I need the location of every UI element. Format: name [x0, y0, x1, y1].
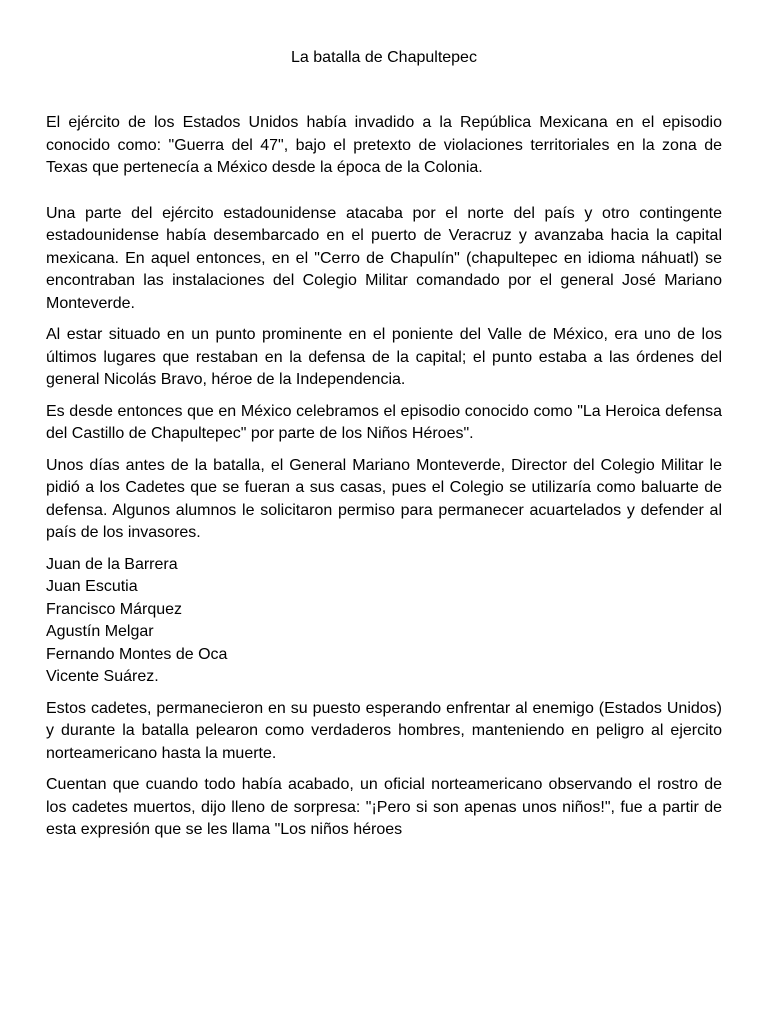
paragraph-defensa-capital: Al estar situado en un punto prominente en el poniente del Valle de México, era uno de los últimos lugares que restaban en la defensa de la capital; el punto estaba a las órdenes del general Nicolás Bravo, héroe de la Independencia. [46, 326, 722, 388]
list-item: Vicente Suárez. [46, 668, 159, 685]
paragraph-colegio-militar: Una parte del ejército estadounidense atacaba por el norte del país y otro contingente estadounidense había desembarcado en el puerto de Veracruz y avanzaba hacia la capital mexicana. En aquel entonces, en el "Cerro de Chapulín" (chapultepec en idioma náhuatl) se encontraban las instalaciones del Colegio Militar comandado por el general José Mariano Monteverde. [46, 204, 722, 312]
list-item: Agustín Melgar [46, 623, 154, 640]
paragraph-invasion: El ejército de los Estados Unidos había invadido a la República Mexicana en el episodio conocido como: "Guerra del 47", bajo el pretexto de violaciones territoriales en la zona de Texas que pertenecía a México desde la época de la Colonia. [46, 114, 722, 176]
list-item: Juan de la Barrera [46, 555, 178, 573]
cadet-names-list [46, 554, 722, 689]
paragraph-ninos-heroes: Es desde entonces que en México celebramos el episodio conocido como "La Heroica defensa del Castillo de Chapultepec" por parte de los Niños Héroes". [46, 402, 722, 442]
paragraph-final: Cuentan que cuando todo había acabado, un oficial norteamericano observando el rostro de los cadetes muertos, dijo lleno de sorpresa: "¡Pero si son apenas unos niños!", fue a partir de esta expresión que se les llama "Los niños héroes [46, 776, 722, 838]
list-item: Juan Escutia [46, 578, 138, 595]
list-item: Francisco Márquez [46, 600, 183, 618]
paragraph-cadetes: Unos días antes de la batalla, el General Mariano Monteverde, Director del Colegio Militar le pidió a los Cadetes que se fueran a sus casas, pues el Colegio se utilizaría como baluarte de defensa. Algunos alumnos le solicitaron permiso para permanecer acuartelados y defender al país de los invasores. [46, 456, 722, 541]
list-item: Fernando Montes de Oca [46, 645, 228, 663]
paragraph-batalla: Estos cadetes, permanecieron en su puesto esperando enfrentar al enemigo (Estados Unidos) y durante la batalla pelearon como verdaderos hombres, manteniendo en peligro al ejercito norteamericano hasta la muerte. [46, 699, 722, 762]
document-body [46, 112, 722, 842]
document-title: La batalla de Chapultepec [291, 49, 477, 66]
